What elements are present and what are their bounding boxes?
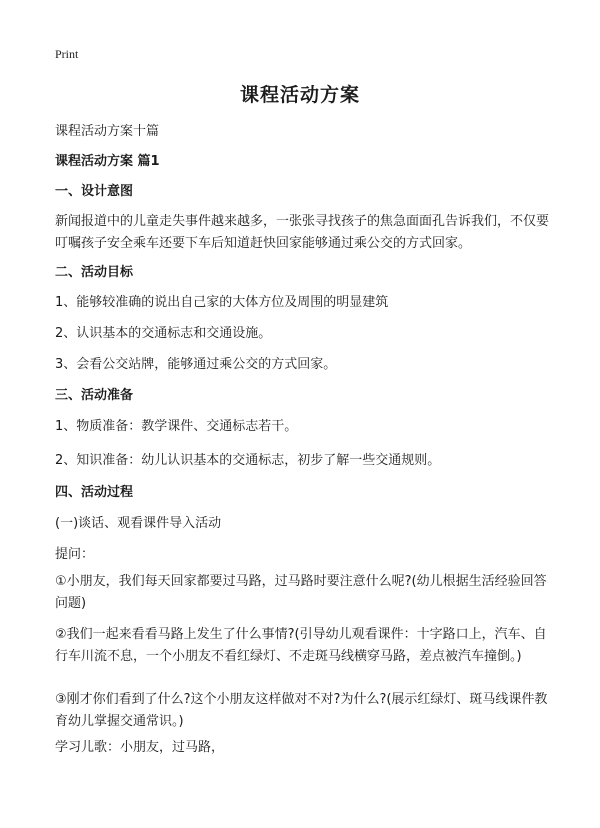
section-heading-design-intent: 一、设计意图 xyxy=(55,184,134,199)
section-heading-goals: 二、活动目标 xyxy=(55,265,134,280)
goal-item: 2、认识基本的交通标志和交通设施。 xyxy=(55,326,272,341)
print-label: Print xyxy=(55,47,79,61)
preparation-item: 1、物质准备：教学课件、交通标志若干。 xyxy=(55,419,298,434)
question-item: ①小朋友，我们每天回家都要过马路，过马路时要注意什么呢?(幼儿根据生活经验回答问题) xyxy=(55,574,547,611)
process-step: (一)谈话、观看课件导入活动 xyxy=(55,516,222,531)
ask-label: 提问： xyxy=(55,547,95,562)
section-heading-preparation: 三、活动准备 xyxy=(55,388,134,403)
rhyme-line: 学习儿歌：小朋友，过马路， xyxy=(55,740,225,755)
goal-item: 3、会看公交站牌，能够通过乘公交的方式回家。 xyxy=(55,357,337,372)
goal-item: 1、能够较准确的说出自己家的大体方位及周围的明显建筑 xyxy=(55,295,389,310)
question-item: ③刚才你们看到了什么?这个小朋友这样做对不对?为什么?(展示红绿灯、斑马线课件教育幼儿掌握交通常识。) xyxy=(55,692,548,729)
section-heading-process: 四、活动过程 xyxy=(55,485,134,500)
document-title: 课程活动方案 xyxy=(239,84,360,106)
design-intent-paragraph: 新闻报道中的儿童走失事件越来越多，一张张寻找孩子的焦急面面孔告诉我们，不仅要叮嘱孩子安全乘车还要下车后知道赶快回家能够通过乘公交的方式回家。 xyxy=(55,214,550,251)
preparation-item: 2、知识准备：幼儿认识基本的交通标志，初步了解一些交通规则。 xyxy=(55,453,441,468)
document-subtitle: 课程活动方案十篇 xyxy=(55,124,160,139)
piece-heading: 课程活动方案 篇1 xyxy=(55,154,160,169)
question-item: ②我们一起来看看马路上发生了什么事情?(引导幼儿观看课件：十字路口上，汽车、自行车川流不息，一个小朋友不看红绿灯、不走斑马线横穿马路，差点被汽车撞倒。) xyxy=(55,627,547,664)
